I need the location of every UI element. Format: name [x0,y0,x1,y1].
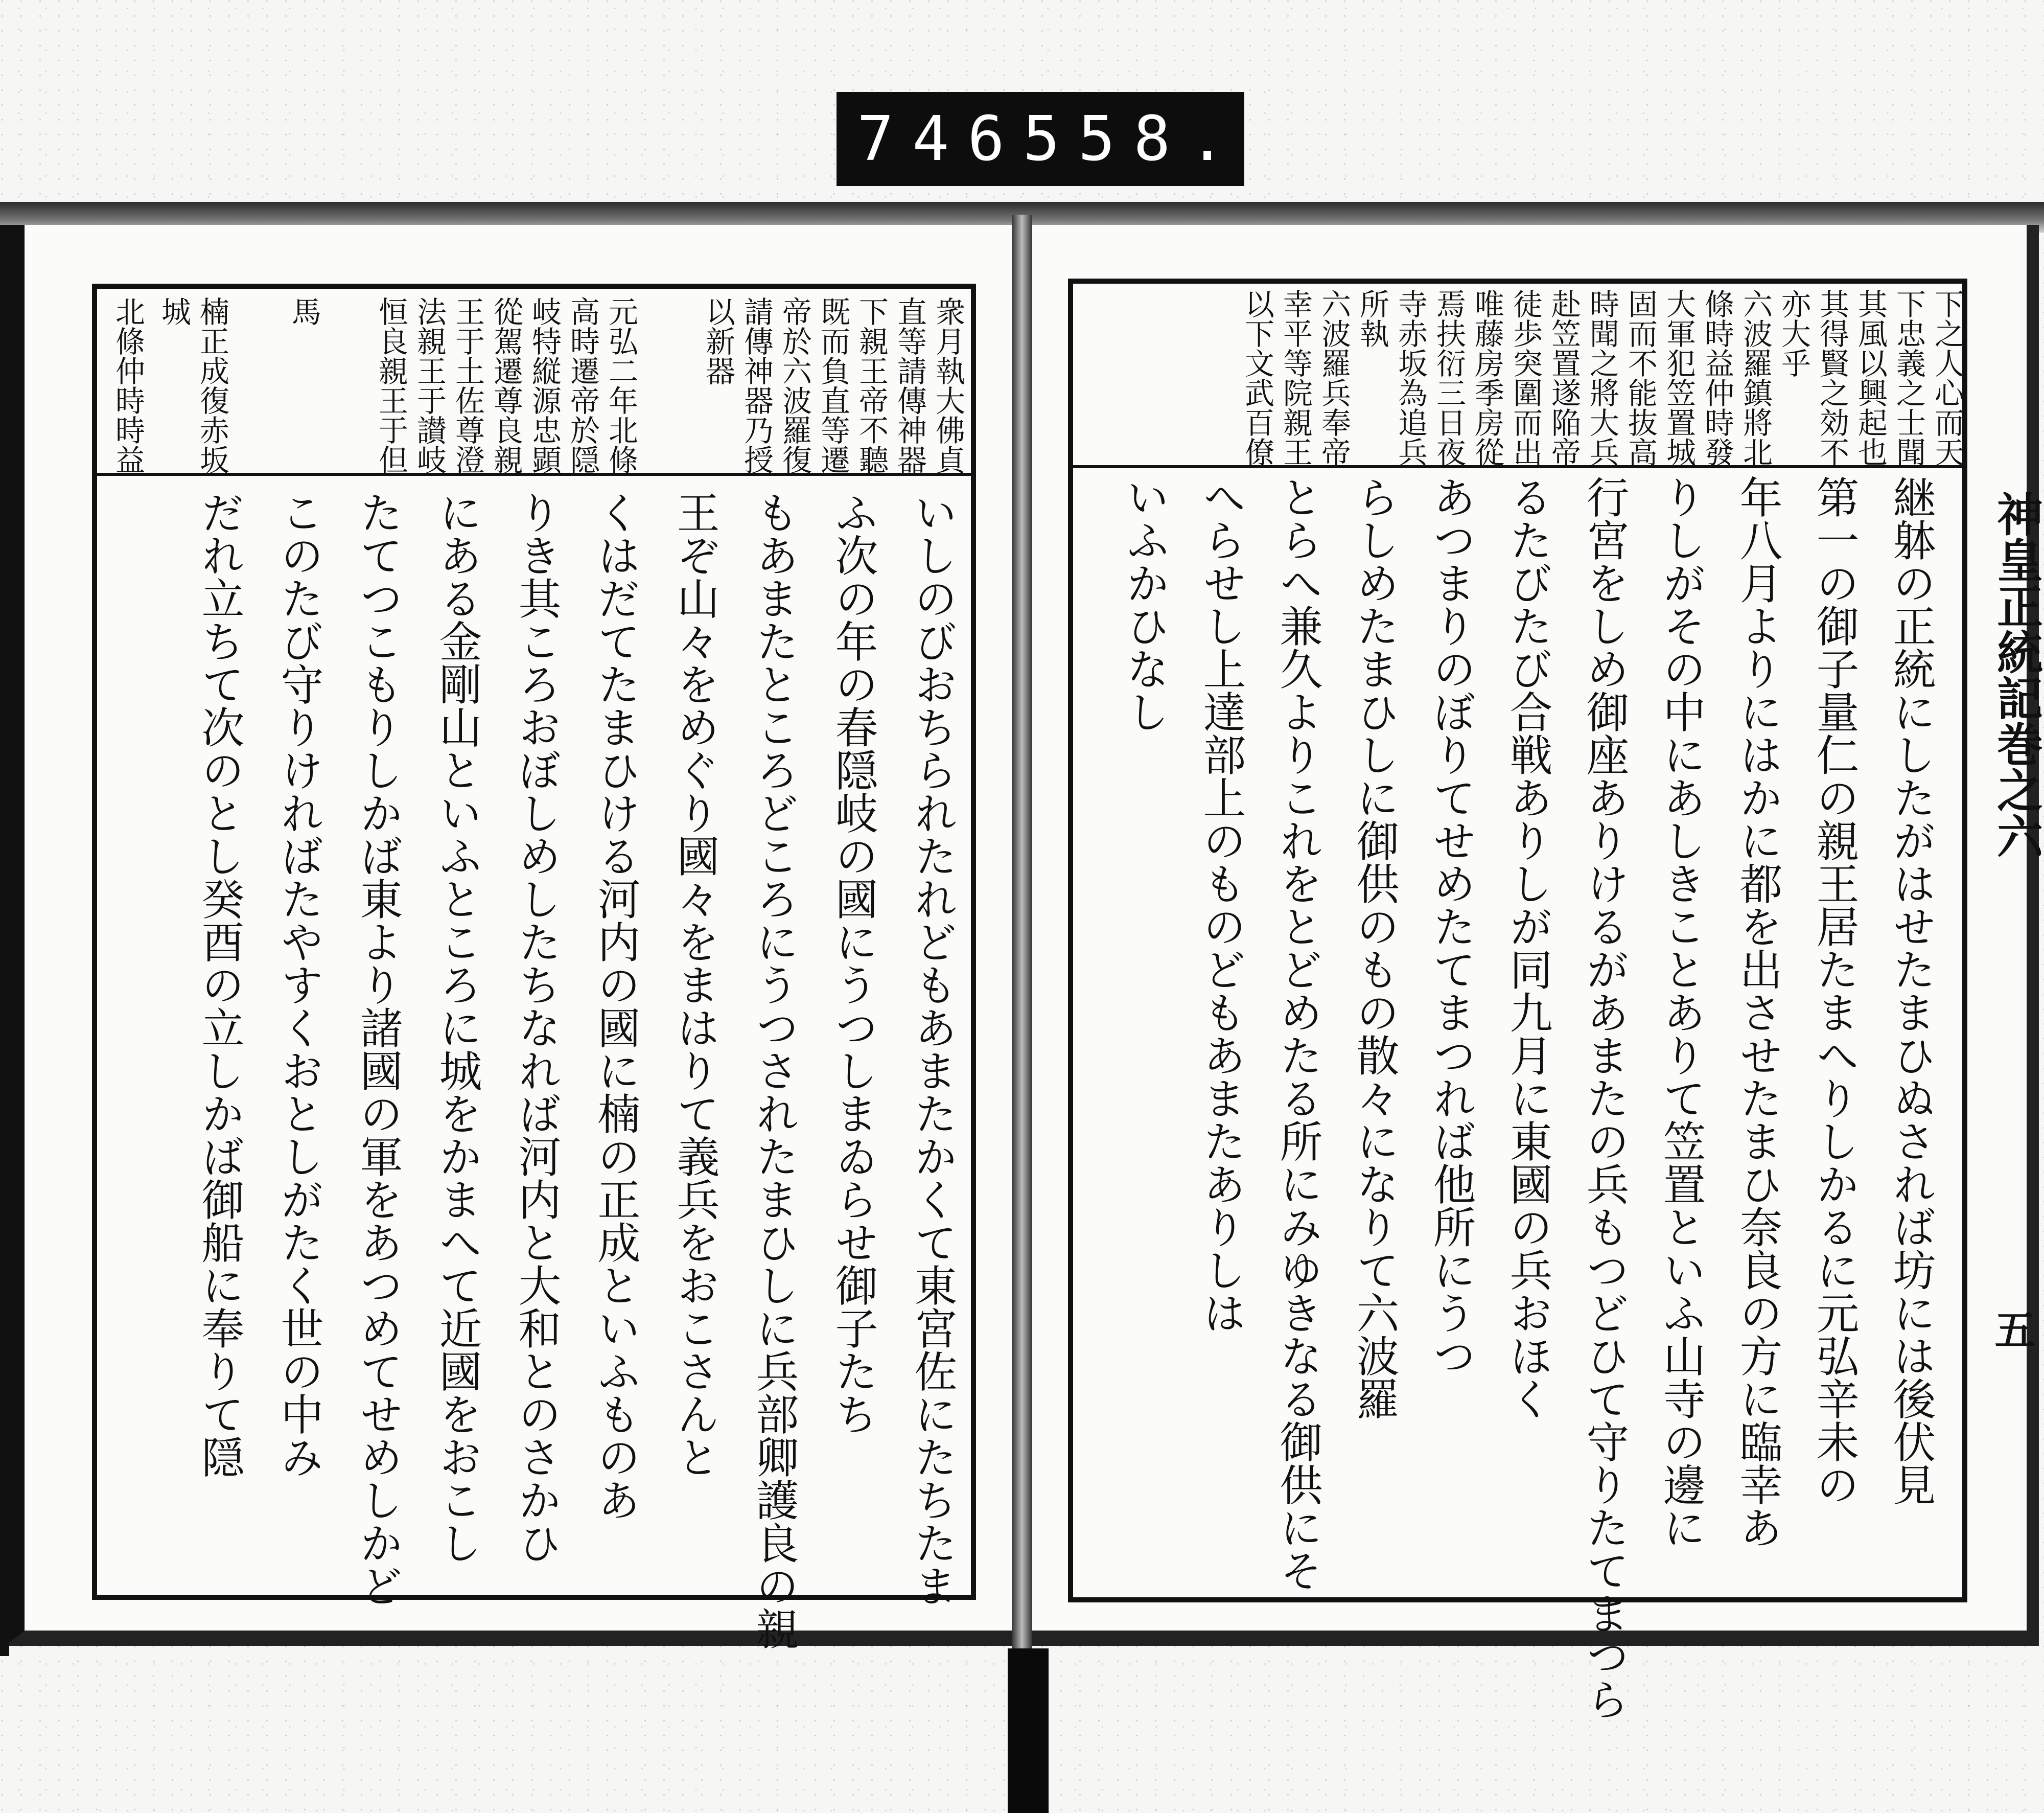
left-note: 王于土佐尊澄 [450,296,485,474]
right-text-line: るたびたび合戦ありしが同九月に東國の兵おほく [1503,475,1553,1420]
left-text-line: いしのびおちられたれどもあまたかくて東宮佐にたちたま [908,491,958,1607]
right-text-line: 継躰の正統にしたがはせたまひぬされば坊には後伏見 [1886,475,1936,1506]
right-note: 大軍犯笠置城 [1661,289,1696,467]
right-text-line: いふかひなし [1120,475,1170,733]
right-text-line: とらへ兼久よりこれをとどめたる所にみゆきなる御供にそ [1273,475,1323,1592]
right-note: 幸平等院親王 [1278,289,1313,467]
right-text-line: 第一の御子量仁の親王居たまへりしかるに元弘辛未の [1809,475,1860,1506]
right-note: 下忠義之士聞 [1891,289,1926,467]
left-note: 恒良親王于但 [374,296,408,474]
right-note: 條時益仲時發 [1700,289,1734,467]
left-text-line: くはだてたまひける河内の國に楠の正成といふものあ [591,491,641,1521]
right-text-line: あつまりのぼりてせめたてまつれば他所にうつ [1426,475,1476,1377]
right-note: 固而不能抜高 [1623,289,1658,467]
left-note: 馬 [287,296,321,326]
catalog-number-left: 746 [857,103,1023,175]
left-note: 帝於六波羅復 [777,296,812,474]
right-note: 其風以興起也 [1853,289,1888,467]
right-text-line: らしめたまひしに御供のもの散々になりて六波羅 [1350,475,1400,1420]
right-text-line: りしがその中にあしきことありて笠置といふ山寺の邊に [1656,475,1706,1549]
left-text-line: だれ立ちて次のとし癸酉の立しかば御船に奉りて隠 [195,491,245,1478]
left-note: 從駕遷尊良親 [489,296,523,474]
left-text-line: ふ次の年の春隠岐の國にうつしまゐらせ御子たち [828,491,878,1435]
left-note: 北條仲時時益 [110,296,145,474]
left-note: 既而負直等遷 [816,296,850,474]
left-note: 高時遷帝於隠 [565,296,600,474]
right-note: 赴笠置遂陥帝 [1546,289,1581,467]
catalog-number-tag [837,92,1244,186]
left-text-line: このたび守りければたやすくおとしがたく世の中み [274,491,324,1478]
right-note: 六波羅兵奉帝 [1316,289,1351,467]
left-edge-shadow [0,225,9,1656]
left-note: 楠正成復赤坂 [195,296,229,474]
left-text-line: りき其ころおぼしめしたちなれば河内と大和とのさかひ [512,491,562,1564]
right-note: 以下文武百僚 [1240,289,1274,467]
page-number: 五 [1988,1309,2036,1349]
right-note: 下之人心而天 [1930,289,1964,467]
right-note: 寺赤坂為追兵 [1393,289,1428,467]
left-note: 直等請傳神器 [892,296,927,474]
right-text-line: 行宮をしめ御座ありけるがあまたの兵もつどひて守りたてまつら [1580,475,1630,1720]
left-text-line: たてつこもりしかば東より諸國の軍をあつめてせめしかど [353,491,403,1607]
right-note: 焉扶衍三日夜 [1431,289,1466,467]
right-note: 徒歩突圍而出 [1508,289,1543,467]
left-text-line: にある金剛山といふところに城をかまへて近國をおこし [432,491,482,1564]
left-note: 衆月執大佛貞 [931,296,965,474]
right-text-line: へらせし上達部上のものどもあまたありしは [1196,475,1246,1334]
right-text-line: 年八月よりにはかに都を出させたまひ奈良の方に臨幸あ [1733,475,1783,1549]
right-note: 六波羅鎮將北 [1738,289,1773,467]
left-note: 元弘二年北條 [603,296,638,474]
book-spine [1012,215,1032,1661]
right-note: 所執 [1355,289,1389,348]
left-note: 法親王于讃岐 [412,296,447,474]
left-note: 岐特縦源忠顕 [527,296,562,474]
margin-title: 神皇正統記巻之六 [1989,491,2043,859]
left-note: 城 [156,296,191,326]
left-note: 請傳神器乃授 [739,296,774,474]
right-note: 時聞之將大兵 [1585,289,1619,467]
left-text-line: もあまたところどころにうつされたまひしに兵部卿護良の親 [749,491,799,1650]
left-note: 以新器 [701,296,735,385]
catalog-number-right: 558. [1023,103,1244,175]
left-note: 下親王帝不聽 [854,296,889,474]
left-text-line: 王ぞ山々をめぐり國々をまはりて義兵をおこさんと [670,491,720,1478]
right-note: 其得賢之効不 [1815,289,1849,467]
binding-post [1008,1648,1049,1813]
right-note: 唯藤房季房從 [1470,289,1504,467]
right-note: 亦大乎 [1776,289,1811,378]
